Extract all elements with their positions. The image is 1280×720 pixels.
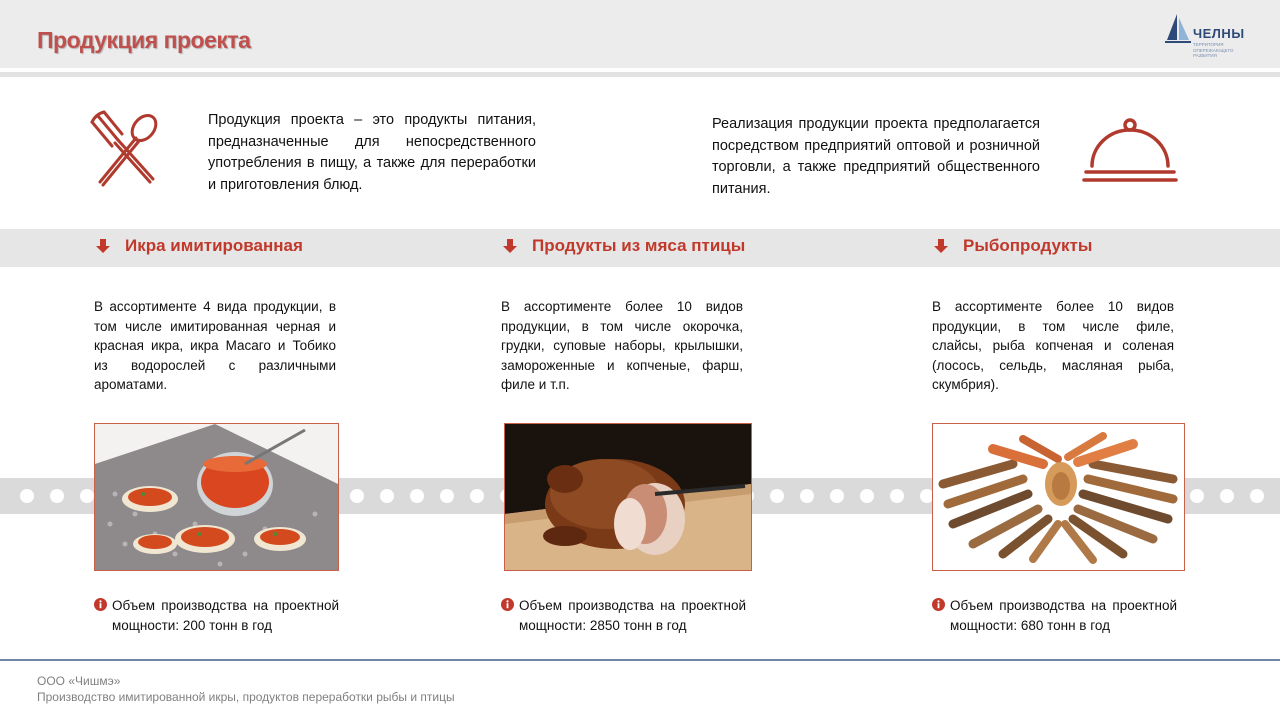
header-divider (0, 72, 1280, 77)
band-dot (800, 489, 814, 503)
production-volume-text: Объем производства на проектной мощности: 2850 тонн в год (519, 598, 746, 633)
production-volume-poultry (501, 596, 746, 635)
info-icon (94, 598, 107, 611)
production-volume-text: Объем производства на проектной мощности: 200 тонн в год (112, 598, 339, 633)
logo-subtitle: ТЕРРИТОРИЯ ОПЕРЕЖАЮЩЕГО РАЗВИТИЯ (1193, 42, 1234, 58)
band-dot (830, 489, 844, 503)
band-dot (1250, 489, 1264, 503)
production-volume-caviar (94, 596, 339, 635)
band-dot (20, 489, 34, 503)
logo-sail-icon (1163, 12, 1193, 44)
cloche-icon (1080, 116, 1180, 188)
footer-description: Производство имитированной икры, продуктов переработки рыбы и птицы (37, 690, 455, 704)
arrow-down-icon (502, 238, 518, 254)
band-dot (1220, 489, 1234, 503)
intro-left-text: Продукция проекта – это продукты питания, предназначенные для непосредственного употребления в пищу, а также для переработки и приготовления блюд. (208, 112, 536, 193)
band-dot (470, 489, 484, 503)
cutlery-icon (88, 110, 166, 188)
category-title-caviar (95, 236, 303, 256)
logo-name: ЧЕЛНЫ (1193, 26, 1245, 41)
band-dot (860, 489, 874, 503)
product-description-caviar: В ассортименте 4 вида продукции, в том числе имитированная черная и красная икра, икра Масаго и Тобико из водорослей с различными ароматами. (94, 299, 336, 392)
footer-divider (0, 659, 1280, 661)
info-icon (501, 598, 514, 611)
category-title-fish (933, 236, 1092, 256)
band-dot (50, 489, 64, 503)
category-title-label: Продукты из мяса птицы (532, 236, 746, 255)
band-dot (80, 489, 94, 503)
band-dot (1190, 489, 1204, 503)
footer-company: ООО «Чишмэ» (37, 674, 121, 688)
fish-photo (932, 423, 1185, 571)
band-dot (770, 489, 784, 503)
category-title-label: Икра имитированная (125, 236, 303, 255)
caviar-photo (94, 423, 339, 571)
band-dot (350, 489, 364, 503)
product-description-poultry: В ассортименте более 10 видов продукции, в том числе окорочка, грудки, суповые наборы, крылышки, замороженные и копченые, фарш, филе и т.п. (501, 299, 743, 392)
product-description-fish: В ассортименте более 10 видов продукции, в том числе филе, слайсы, рыба копченая и соленая (лосось, сельдь, масляная рыба, скумбрия). (932, 299, 1174, 392)
intro-right-text: Реализация продукции проекта предполагается посредством предприятий оптовой и розничной торговли, а также предприятий общественного питания. (712, 116, 1040, 197)
category-title-label: Рыбопродукты (963, 236, 1093, 255)
logo (1163, 12, 1253, 64)
info-icon (932, 598, 945, 611)
arrow-down-icon (933, 238, 949, 254)
category-title-poultry (502, 236, 745, 256)
production-volume-fish (932, 596, 1177, 635)
production-volume-text: Объем производства на проектной мощности: 680 тонн в год (950, 598, 1177, 633)
band-dot (890, 489, 904, 503)
page-title: Продукция проекта (37, 27, 251, 53)
arrow-down-icon (95, 238, 111, 254)
band-dot (440, 489, 454, 503)
band-dot (410, 489, 424, 503)
band-dot (380, 489, 394, 503)
poultry-photo (504, 423, 752, 571)
